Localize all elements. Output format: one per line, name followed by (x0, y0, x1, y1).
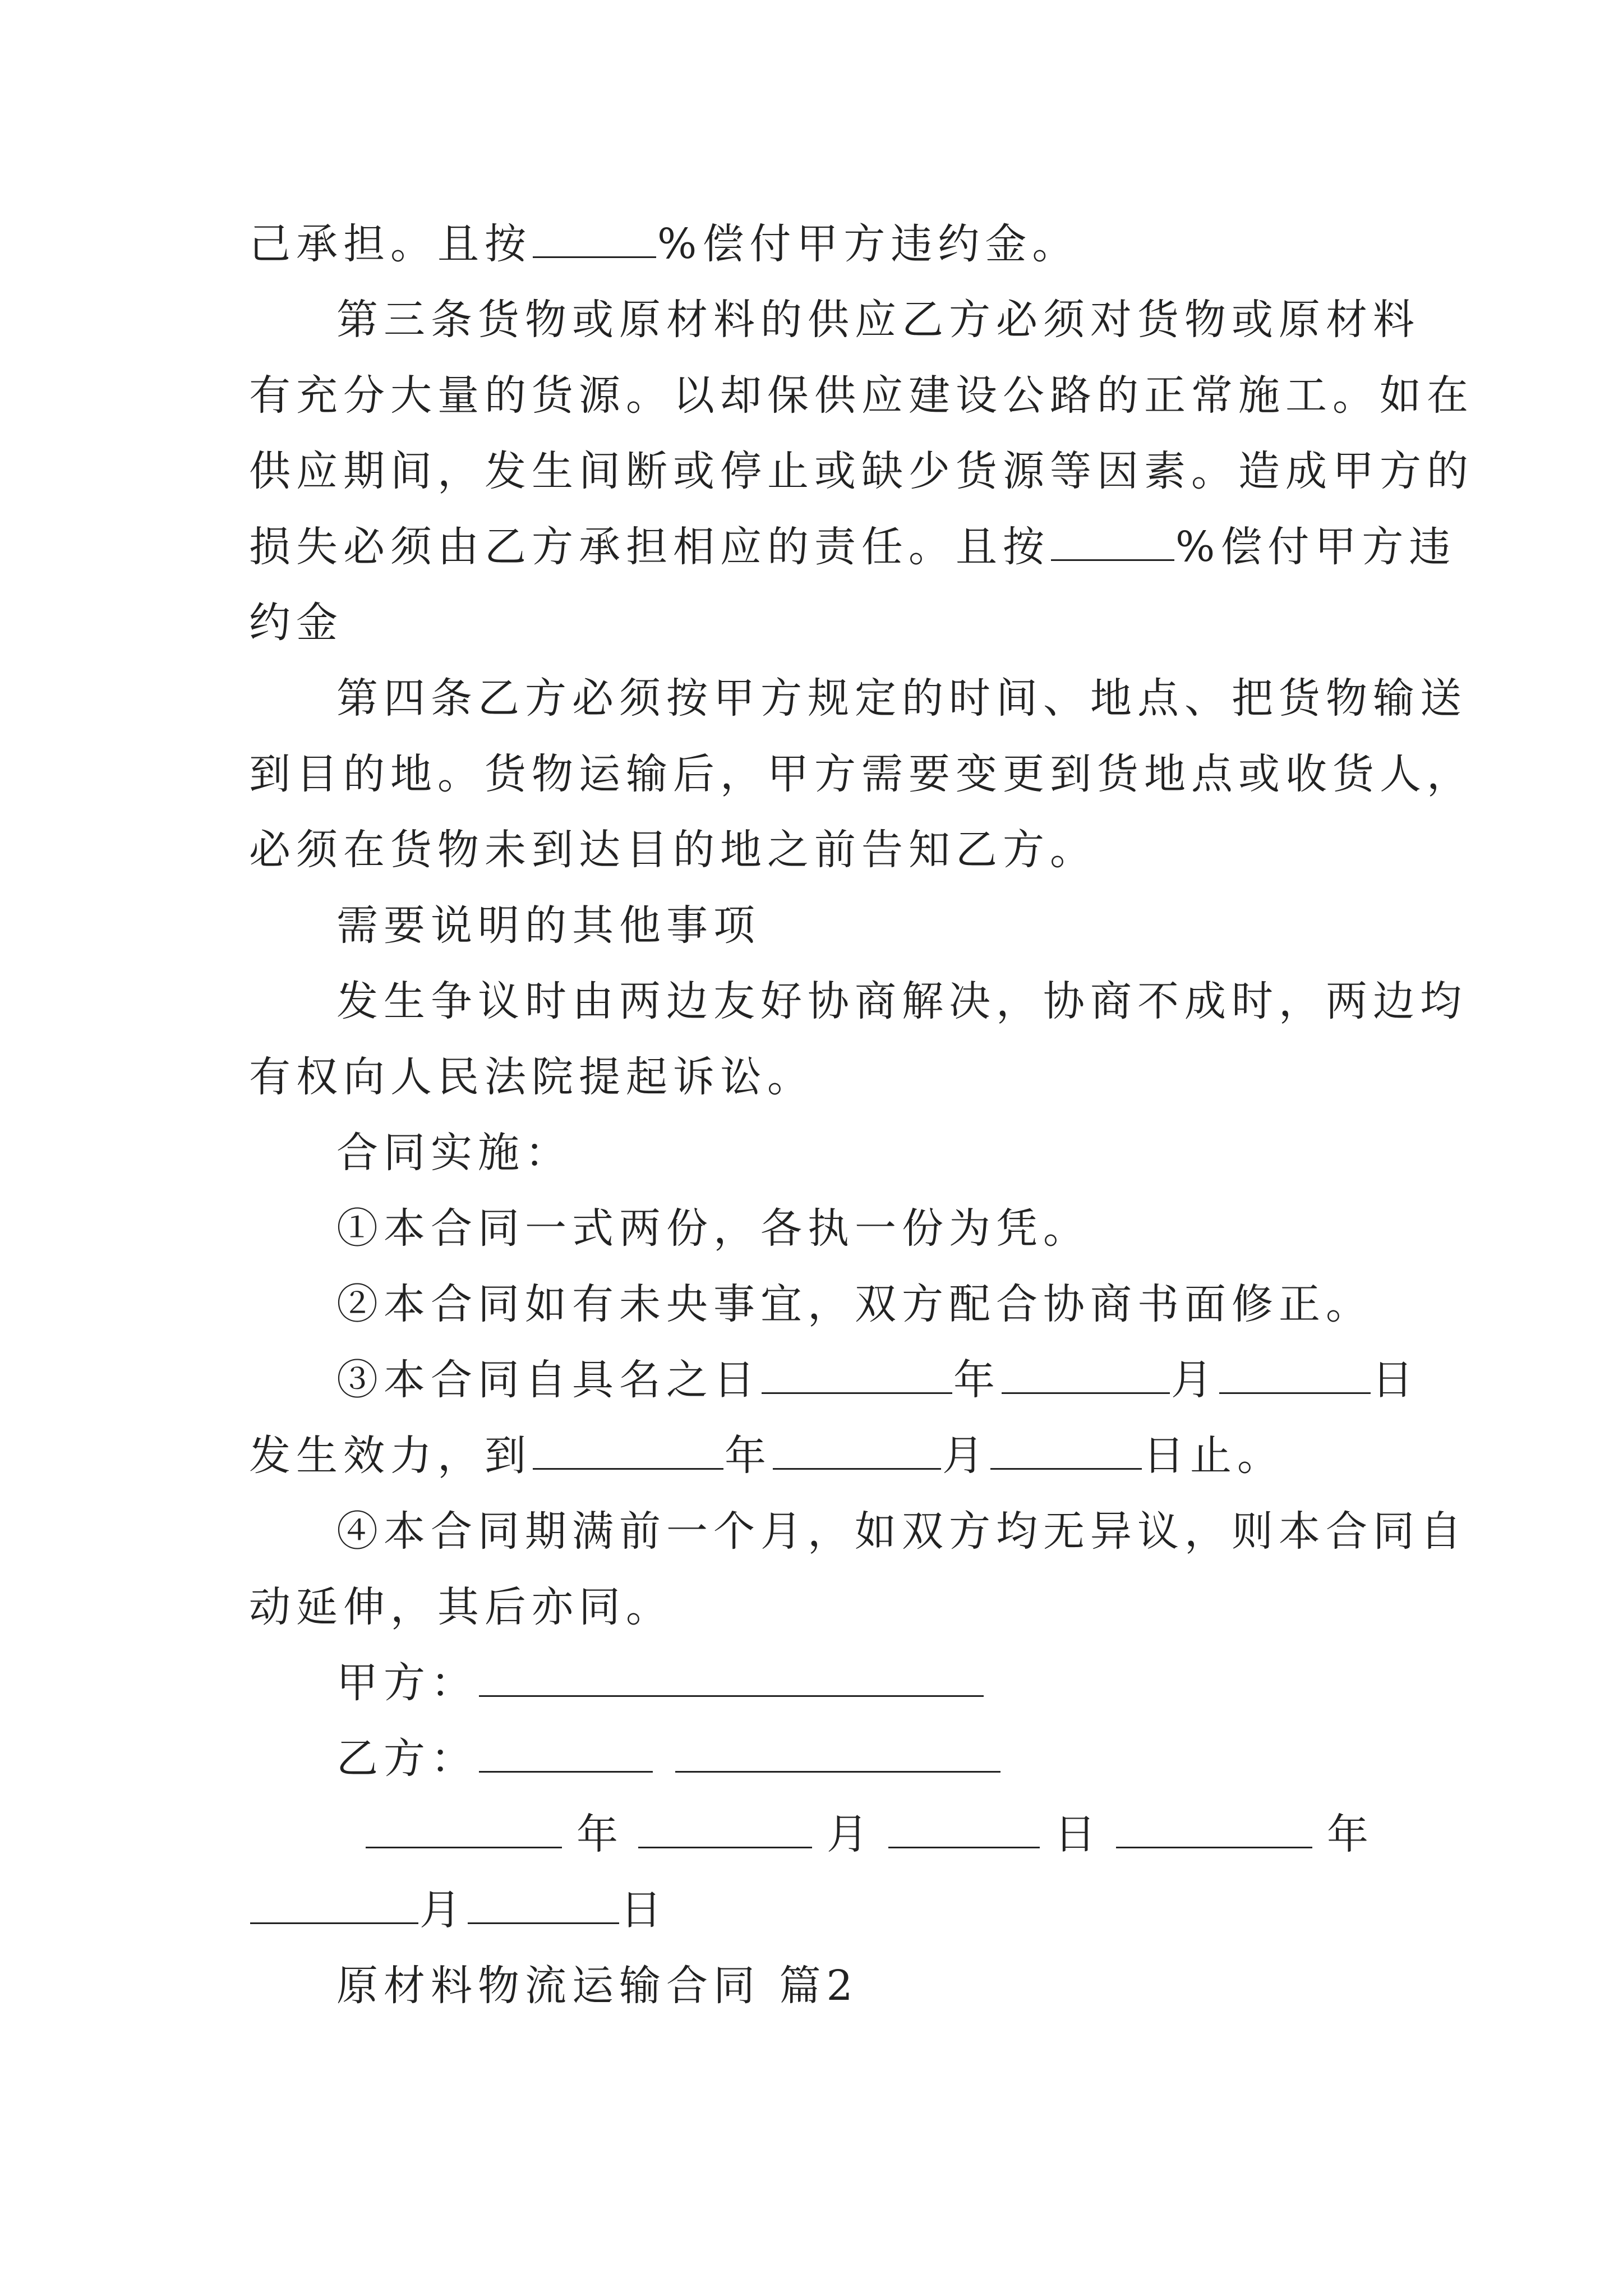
text-line: 合同实施： (336, 1129, 572, 1177)
text-line: 有充分大量的货源。以却保供应建设公路的正常施工。如在 (249, 371, 1474, 420)
fill-blank (638, 1813, 812, 1848)
text-segment: 年 (725, 1432, 772, 1480)
list-item: ②本合同如有未央事宜，双方配合协商书面修正。 (336, 1280, 1373, 1328)
section-heading: 需要说明的其他事项 (336, 901, 760, 950)
text-segment: 发生效力，到 (249, 1432, 532, 1480)
text-segment: 年 (577, 1810, 624, 1858)
text-line: 发生争议时由两边友好协商解决，协商不成时，两边均 (336, 977, 1467, 1025)
party-a-label: 甲方： (336, 1659, 478, 1707)
text-segment: 己承担。且按 (249, 220, 532, 268)
fill-blank (990, 1434, 1142, 1470)
date-line (249, 1882, 667, 1938)
text-line: 约金 (249, 599, 343, 647)
text-segment: 日 (1054, 1810, 1101, 1858)
fill-blank (773, 1434, 941, 1470)
list-item (336, 1352, 1419, 1408)
text-line (249, 519, 1456, 575)
text-segment: %偿付甲方违 (1175, 523, 1456, 571)
fill-blank (479, 1662, 984, 1697)
text-line (249, 216, 1079, 272)
text-segment: 月 (827, 1810, 874, 1858)
text-segment: 月 (942, 1432, 989, 1480)
text-line: 到目的地。货物运输后，甲方需要变更到货地点或收货人， (249, 750, 1474, 798)
text-segment: 月 (1171, 1356, 1218, 1404)
text-line: 第四条乙方必须按甲方规定的时间、地点、把货物输送 (336, 674, 1467, 723)
text-segment: 年 (953, 1356, 1000, 1404)
fill-blank (675, 1737, 1000, 1773)
text-segment: ③本合同自具名之日 (336, 1356, 760, 1404)
fill-blank (533, 223, 656, 258)
text-line: 必须在货物未到达目的地之前告知乙方。 (249, 826, 1097, 874)
fill-blank (762, 1359, 952, 1394)
fill-blank (888, 1813, 1040, 1848)
fill-blank (250, 1889, 418, 1924)
fill-blank (468, 1889, 619, 1924)
fill-blank (479, 1737, 653, 1773)
text-segment: 月 (419, 1886, 467, 1934)
signature-line-party-b (336, 1731, 1002, 1787)
fill-blank (1116, 1813, 1312, 1848)
text-segment: 日 (620, 1886, 667, 1934)
party-b-label: 乙方： (336, 1734, 478, 1783)
section-title: 原材料物流运输合同 篇2 (336, 1962, 859, 2010)
text-line: 有权向人民法院提起诉讼。 (249, 1053, 814, 1101)
text-segment: 日止。 (1143, 1432, 1284, 1480)
text-segment: 日 (1372, 1356, 1419, 1404)
fill-blank (366, 1813, 562, 1848)
list-item: ①本合同一式两份，各执一份为凭。 (336, 1204, 1090, 1253)
fill-blank (1002, 1359, 1170, 1394)
date-line (365, 1806, 1374, 1862)
signature-line-party-a (336, 1655, 985, 1711)
fill-blank (533, 1434, 723, 1470)
text-line (249, 1428, 1284, 1484)
text-segment: %偿付甲方违约金。 (657, 220, 1080, 268)
list-item: ④本合同期满前一个月，如双方均无异议，则本合同自 (336, 1507, 1467, 1556)
text-segment: 年 (1327, 1810, 1374, 1858)
fill-blank (1219, 1359, 1371, 1394)
text-line: 第三条货物或原材料的供应乙方必须对货物或原材料 (336, 296, 1420, 344)
text-segment: 损失必须由乙方承担相应的责任。且按 (249, 523, 1050, 571)
text-line: 供应期间，发生间断或停止或缺少货源等因素。造成甲方的 (249, 447, 1474, 495)
text-line: 动延伸，其后亦同。 (249, 1583, 673, 1631)
fill-blank (1051, 526, 1174, 561)
